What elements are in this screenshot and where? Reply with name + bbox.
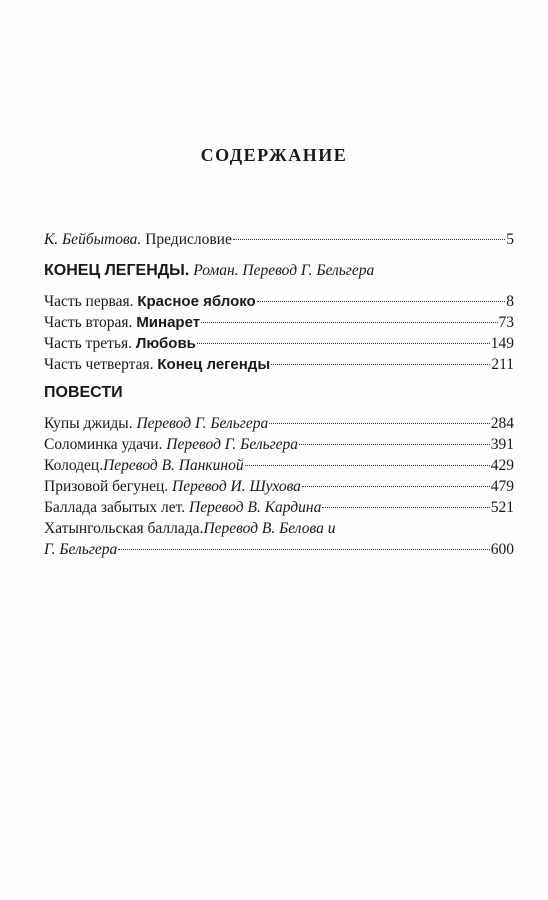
part-name: Минарет xyxy=(136,314,201,331)
stories-heading: ПОВЕСТИ xyxy=(44,384,123,401)
page-number: 391 xyxy=(490,436,514,453)
list-item xyxy=(44,455,514,476)
translator: Перевод Г. Бельгера xyxy=(136,415,269,432)
list-item xyxy=(44,497,514,518)
leader-dots xyxy=(197,343,490,344)
preface-title: Предисловие xyxy=(141,231,232,248)
part-name: Любовь xyxy=(135,335,196,352)
page-number: 149 xyxy=(490,335,514,352)
page-number: 479 xyxy=(490,478,514,495)
story-name: Колодец. xyxy=(44,457,104,474)
story-name: Призовой бегунец. xyxy=(44,478,173,495)
leader-dots xyxy=(322,507,489,508)
leader-dots xyxy=(233,239,505,240)
stories-list xyxy=(44,413,514,560)
page-number: 600 xyxy=(490,541,514,558)
leader-dots xyxy=(257,301,506,302)
page-number: 73 xyxy=(498,314,514,331)
leader-dots xyxy=(201,322,497,323)
novel-parts xyxy=(44,291,514,375)
list-item-continuation xyxy=(44,539,514,560)
list-item xyxy=(44,476,514,497)
list-item-wrapped xyxy=(44,518,514,539)
part-name: Конец легенды xyxy=(157,356,271,373)
translator: Г. Бельгера xyxy=(44,541,118,558)
leader-dots xyxy=(118,549,489,550)
part-name: Красное яблоко xyxy=(137,293,256,310)
page-number: 429 xyxy=(490,457,514,474)
translator: Перевод В. Кардина xyxy=(189,499,322,516)
list-item xyxy=(44,434,514,455)
list-item: Часть вторая. Минарет 73 xyxy=(44,314,514,331)
page-number: 521 xyxy=(490,499,514,516)
preface-entry xyxy=(44,229,514,250)
page-number: 8 xyxy=(506,293,514,310)
leader-dots xyxy=(271,364,490,365)
novel-heading xyxy=(44,260,514,281)
preface-author: К. Бейбытова. xyxy=(44,231,142,248)
leader-dots xyxy=(269,423,490,424)
list-item: Часть четвертая. Конец легенды 211 xyxy=(44,356,514,373)
translator: Перевод И. Шухова xyxy=(172,478,301,495)
story-name: Купы джиды. xyxy=(44,415,137,432)
leader-dots xyxy=(302,486,490,487)
list-item: Часть третья. Любовь 149 xyxy=(44,335,514,352)
translator: Перевод В. Панкиной xyxy=(103,457,244,474)
translator: Перевод В. Белова и xyxy=(203,520,336,537)
leader-dots xyxy=(245,465,490,466)
story-name: Баллада забытых лет. xyxy=(44,499,189,516)
novel-subtitle: Роман. Перевод Г. Бельгера xyxy=(193,262,375,279)
novel-title: КОНЕЦ ЛЕГЕНДЫ. xyxy=(44,262,190,279)
list-item xyxy=(44,413,514,434)
story-name: Соломинка удачи. xyxy=(44,436,167,453)
translator: Перевод Г. Бельгера xyxy=(166,436,299,453)
page-number: 284 xyxy=(490,415,514,432)
page-number: 211 xyxy=(491,356,514,373)
page-title: СОДЕРЖАНИЕ xyxy=(200,145,348,165)
page-number: 5 xyxy=(506,231,514,248)
list-item: Часть первая. Красное яблоко 8 xyxy=(44,293,514,310)
leader-dots xyxy=(299,444,490,445)
story-name: Хатынгольская баллада. xyxy=(44,520,204,537)
